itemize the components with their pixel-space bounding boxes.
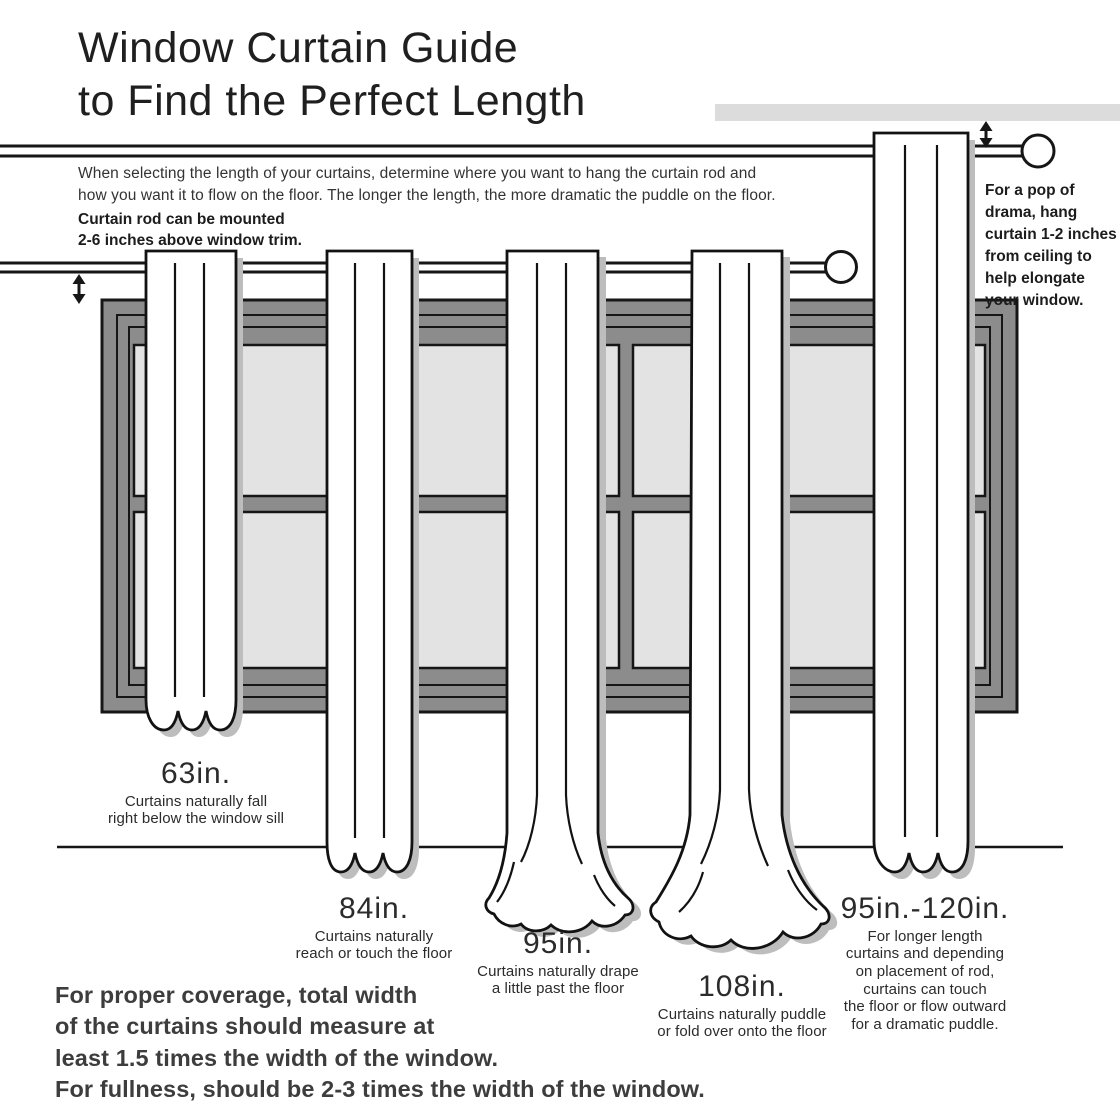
ceiling-note-line: your window. bbox=[985, 292, 1084, 309]
curtain-panel bbox=[874, 133, 968, 872]
desc-line: on placement of rod, bbox=[855, 962, 995, 980]
curtain-length-desc bbox=[841, 928, 1010, 1034]
desc-line: Curtains naturally drape bbox=[477, 962, 639, 980]
desc-line: the floor or flow outward bbox=[843, 998, 1007, 1016]
desc-line: curtains and depending bbox=[845, 945, 1005, 963]
ceiling-note-line: from ceiling to bbox=[985, 248, 1092, 265]
coverage-note bbox=[55, 980, 705, 1105]
curtain-length-value: 63in. bbox=[160, 757, 232, 790]
desc-line: Curtains naturally puddle bbox=[657, 1005, 827, 1023]
desc-line: Curtains naturally fall bbox=[124, 792, 268, 810]
intro-line: how you want it to flow on the floor. The longer the length, the more dramatic the puddle on the floor. bbox=[78, 187, 776, 205]
curtain-length-desc bbox=[108, 793, 284, 828]
curtain-panel bbox=[327, 251, 412, 872]
label-63in bbox=[108, 758, 284, 828]
title-line: to Find the Perfect Length bbox=[78, 77, 586, 126]
desc-line: For longer length bbox=[867, 927, 983, 945]
curtain-length-value: 84in. bbox=[338, 892, 410, 925]
coverage-line: For proper coverage, total width bbox=[55, 982, 418, 1008]
curtain-length-value: 108in. bbox=[698, 970, 786, 1003]
label-84in bbox=[296, 893, 453, 963]
ceiling-note-line: curtain 1-2 inches bbox=[985, 226, 1117, 243]
curtain-84in bbox=[327, 251, 419, 879]
title-line: Window Curtain Guide bbox=[78, 24, 519, 72]
ceiling-strip bbox=[715, 104, 1120, 121]
ceiling-rod-finial-icon bbox=[1022, 135, 1054, 167]
label-95-120in bbox=[841, 893, 1010, 1034]
curtain-length-desc bbox=[296, 928, 453, 963]
ceiling-note-line: For a pop of bbox=[985, 182, 1075, 199]
rod-note-line: 2-6 inches above window trim. bbox=[78, 231, 302, 249]
ceiling-note-line: drama, hang bbox=[985, 204, 1078, 221]
desc-line: Curtains naturally bbox=[314, 927, 434, 945]
desc-line: or fold over onto the floor bbox=[657, 1023, 827, 1041]
curtain-panel bbox=[146, 251, 236, 730]
intro-line: When selecting the length of your curtains, determine where you want to hang the curtain rod and bbox=[78, 165, 757, 182]
desc-line: a little past the floor bbox=[491, 980, 625, 998]
coverage-line: For fullness, should be 2-3 times the width of the window. bbox=[55, 1075, 705, 1102]
intro-paragraph bbox=[78, 163, 776, 208]
ceiling-gap-arrow-icon bbox=[980, 121, 993, 148]
window-rod-finial-icon bbox=[826, 252, 857, 283]
coverage-line: least 1.5 times the width of the window. bbox=[55, 1044, 499, 1071]
desc-line: right below the window sill bbox=[107, 810, 285, 828]
curtain-95-120in bbox=[874, 133, 975, 879]
rod-mount-note bbox=[78, 210, 302, 252]
rod-gap-arrow-icon bbox=[73, 274, 86, 304]
ceiling-drama-note bbox=[985, 180, 1117, 312]
arrow-head-down bbox=[73, 294, 86, 304]
curtain-63in bbox=[146, 251, 243, 737]
curtain-length-value: 95in.-120in. bbox=[840, 892, 1010, 925]
ceiling-note-line: help elongate bbox=[985, 270, 1085, 287]
arrow-head-up bbox=[73, 274, 86, 284]
arrow-head-up bbox=[980, 121, 993, 131]
curtain-length-value: 95in. bbox=[522, 927, 594, 960]
page-title bbox=[78, 22, 586, 129]
coverage-line: of the curtains should measure at bbox=[55, 1013, 435, 1040]
desc-line: curtains can touch bbox=[863, 980, 987, 998]
desc-line: reach or touch the floor bbox=[295, 945, 453, 963]
rod-note-line: Curtain rod can be mounted bbox=[78, 211, 285, 228]
desc-line: for a dramatic puddle. bbox=[851, 1015, 999, 1033]
